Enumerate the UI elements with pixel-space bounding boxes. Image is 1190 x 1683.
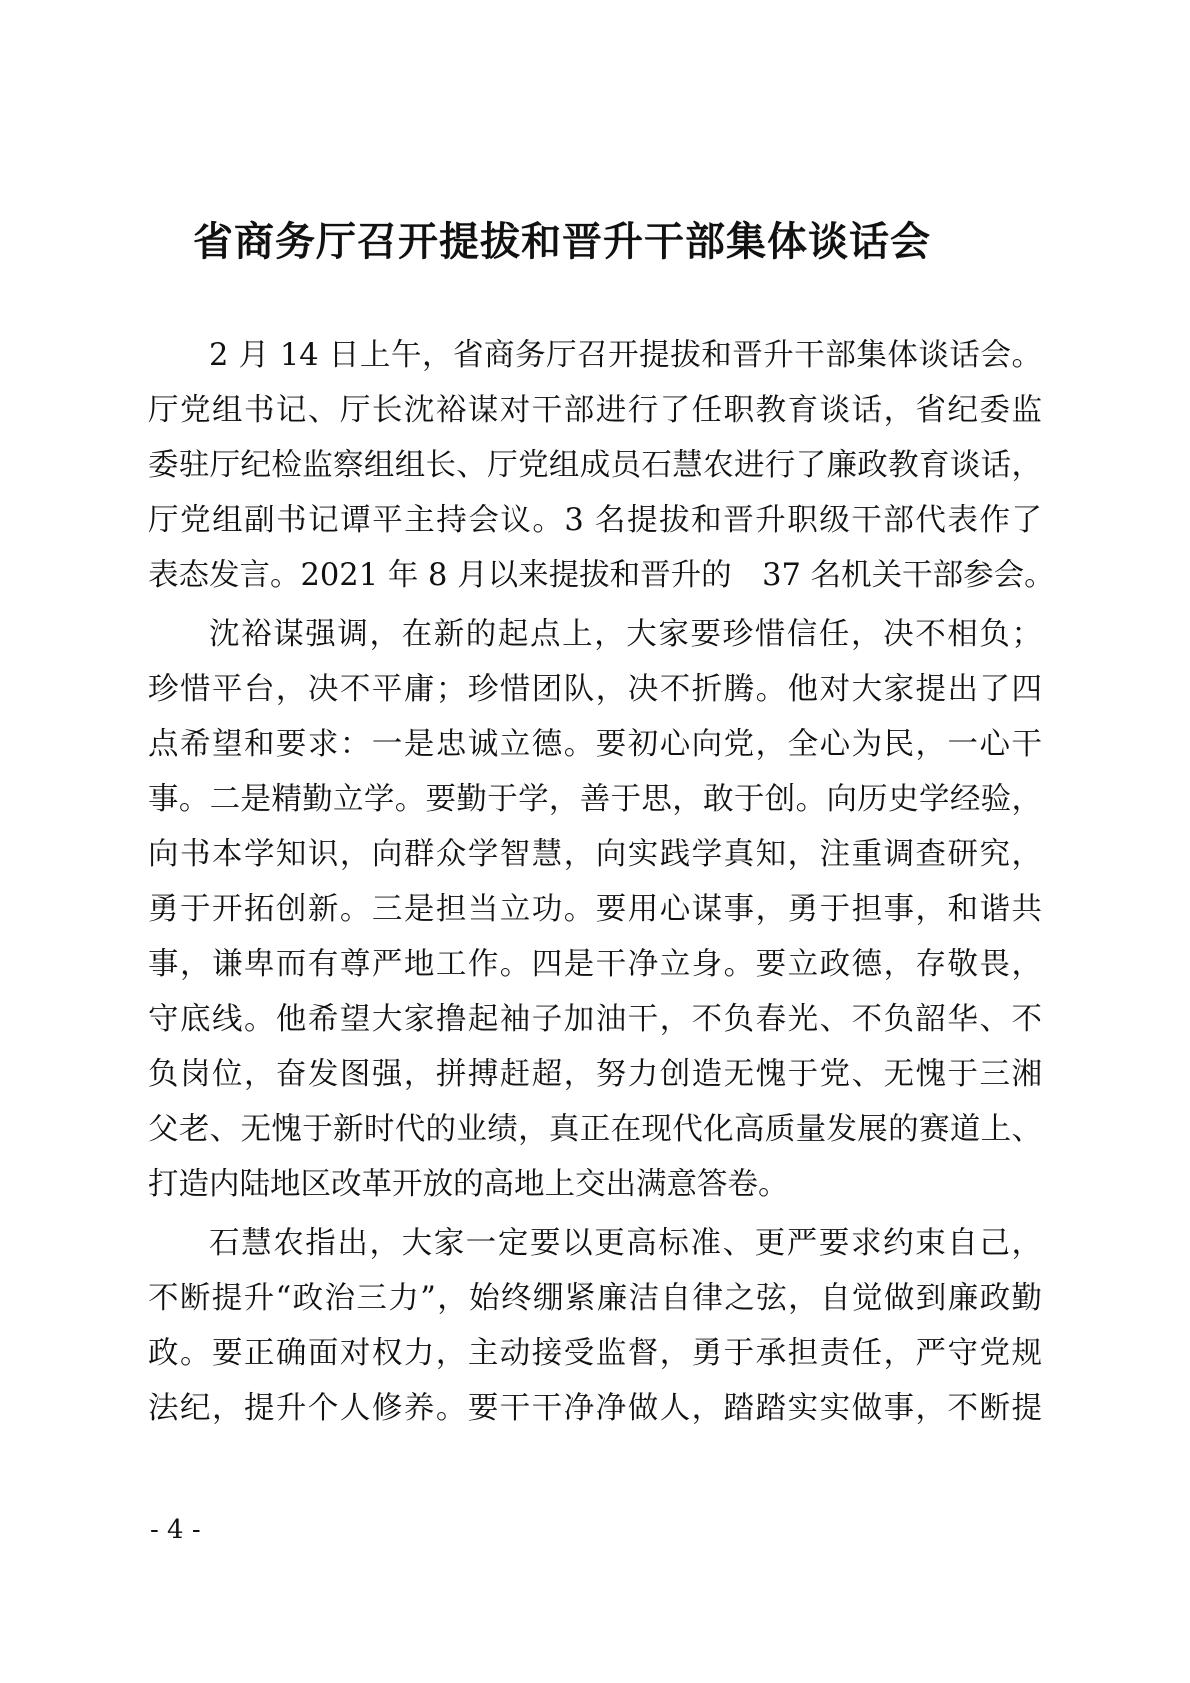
text-line: 2 月 14 日上午，省商务厅召开提拔和晋升干部集体谈话会。 bbox=[209, 338, 1042, 373]
text-line: 厅党组副书记谭平主持会议。3 名提拔和晋升职级干部代表作了 bbox=[148, 503, 1042, 538]
text-line: 不断提升“政治三力”，始终绷紧廉洁自律之弦，自觉做到廉政勤 bbox=[148, 1281, 1042, 1316]
text-line: 珍惜平台，决不平庸；珍惜团队，决不折腾。他对大家提出了四 bbox=[148, 672, 1042, 707]
text-line: 沈裕谋强调，在新的起点上，大家要珍惜信任，决不相负； bbox=[209, 617, 1042, 652]
text-line: 石慧农指出，大家一定要以更高标准、更严要求约束自己， bbox=[209, 1226, 1042, 1261]
text-line: 负岗位，奋发图强，拼搏赶超，努力创造无愧于党、无愧于三湘 bbox=[148, 1057, 1042, 1092]
text-line: 事，谦卑而有尊严地工作。四是干净立身。要立政德，存敬畏， bbox=[148, 947, 1042, 982]
text-line: 厅党组书记、厅长沈裕谋对干部进行了任职教育谈话，省纪委监 bbox=[148, 393, 1042, 428]
text-line: 向书本学知识，向群众学智慧，向实践学真知，注重调查研究， bbox=[148, 837, 1042, 872]
text-line: 政。要正确面对权力，主动接受监督，勇于承担责任，严守党规 bbox=[148, 1336, 1042, 1371]
text-line: 勇于开拓创新。三是担当立功。要用心谋事，勇于担事，和谐共 bbox=[148, 892, 1042, 927]
paragraph-2 bbox=[148, 607, 1042, 1212]
text-line: 表态发言。2021 年 8 月以来提拔和晋升的 37 名机关干部参会。 bbox=[148, 558, 1055, 593]
text-line: 守底线。他希望大家撸起袖子加油干，不负春光、不负韶华、不 bbox=[148, 1002, 1042, 1037]
page-number: - 4 - bbox=[150, 1515, 201, 1545]
text-line: 点希望和要求：一是忠诚立德。要初心向党，全心为民，一心干 bbox=[148, 727, 1042, 762]
document-body bbox=[148, 328, 1055, 1436]
text-line: 打造内陆地区改革开放的高地上交出满意答卷。 bbox=[148, 1167, 789, 1202]
text-line: 法纪，提升个人修养。要干干净净做人，踏踏实实做事，不断提 bbox=[148, 1391, 1042, 1426]
paragraph-1 bbox=[148, 328, 1055, 603]
paragraph-3 bbox=[148, 1216, 1042, 1436]
text-line: 事。二是精勤立学。要勤于学，善于思，敢于创。向历史学经验， bbox=[148, 782, 1042, 817]
text-line: 父老、无愧于新时代的业绩，真正在现代化高质量发展的赛道上、 bbox=[148, 1112, 1042, 1147]
text-line: 委驻厅纪检监察组组长、厅党组成员石慧农进行了廉政教育谈话， bbox=[148, 448, 1042, 483]
document-title: 省商务厅召开提拔和晋升干部集体谈话会 bbox=[193, 218, 930, 265]
